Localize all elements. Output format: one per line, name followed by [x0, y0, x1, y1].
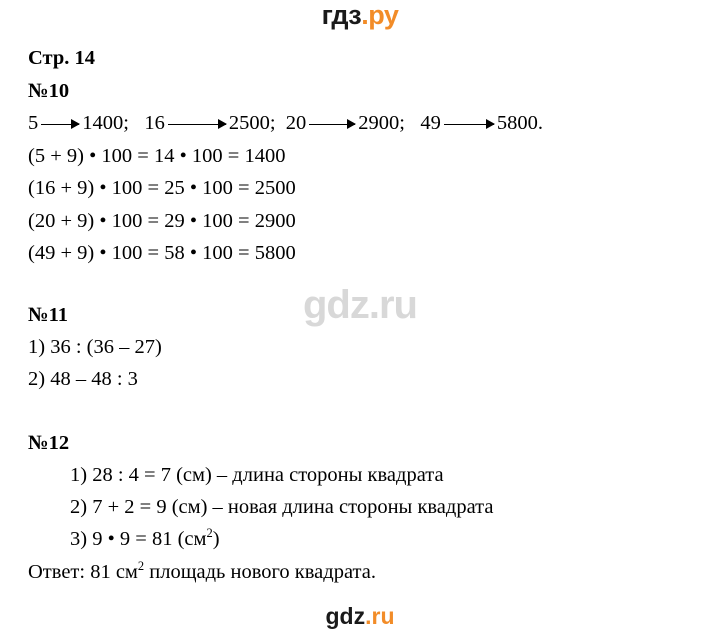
- arrow-pair-2-to: 2500;: [228, 112, 276, 135]
- right-arrow-icon: [444, 118, 494, 130]
- site-logo-top-accent: .ру: [361, 0, 399, 30]
- task-11-line-1: 1) 36 : (36 – 27): [28, 335, 162, 358]
- arrow-pair-3-from: 20: [285, 112, 307, 135]
- spacer-task-11-12: [28, 397, 698, 429]
- spacer-2: [276, 109, 286, 138]
- task-12-answer-post: площадь нового квадрата.: [144, 560, 376, 583]
- task-12-line-3-pre: 3) 9 • 9 = 81 (см: [70, 528, 207, 551]
- site-logo-top-main: гдз: [321, 0, 362, 30]
- spacer-3: [405, 109, 420, 138]
- right-arrow-icon: [41, 118, 79, 130]
- arrow-pair-4-to: 5800.: [496, 112, 543, 135]
- task-10-arrow-line: [28, 109, 698, 138]
- task-10-line-3: (20 + 9) • 100 = 29 • 100 = 2900: [28, 209, 296, 232]
- task-12-line-1: 1) 28 : 4 = 7 (см) – длина стороны квадрата: [70, 464, 444, 487]
- arrow-pair-1-to: 1400;: [82, 112, 129, 135]
- site-logo-bottom: [0, 603, 720, 630]
- task-number-10: №10: [28, 80, 70, 103]
- task-12-answer: [28, 558, 698, 587]
- site-logo-top: [0, 0, 720, 31]
- right-arrow-icon: [309, 118, 355, 130]
- page-label: Стр. 14: [28, 47, 96, 69]
- spacer-1: [129, 109, 144, 138]
- task-12-answer-pre: Ответ: 81 см: [28, 560, 138, 583]
- solution-content: [28, 44, 698, 590]
- right-arrow-icon: [168, 118, 226, 130]
- task-10-line-2: (16 + 9) • 100 = 25 • 100 = 2500: [28, 177, 296, 200]
- arrow-pair-4-from: 49: [420, 112, 441, 135]
- task-12-line-3: [28, 525, 698, 554]
- task-10-line-4: (49 + 9) • 100 = 58 • 100 = 5800: [28, 241, 296, 264]
- arrow-pair-2-from: 16: [144, 112, 165, 135]
- arrow-pair-3-to: 2900;: [358, 112, 405, 135]
- spacer-task-10-11: [28, 271, 698, 301]
- task-12-line-3-post: ): [212, 528, 220, 551]
- task-12-answer-exponent: 2: [137, 558, 145, 573]
- task-number-12: №12: [28, 432, 70, 455]
- task-number-11: №11: [28, 303, 68, 326]
- arrow-pair-1-from: 5: [28, 112, 39, 135]
- task-11-line-2: 2) 48 – 48 : 3: [28, 367, 138, 390]
- watermark: gdz.ru: [303, 283, 417, 327]
- task-12-line-2: 2) 7 + 2 = 9 (см) – новая длина стороны квадрата: [70, 496, 494, 519]
- site-logo-bottom-main: gdz: [325, 603, 366, 629]
- site-logo-bottom-accent: .ru: [365, 603, 395, 629]
- task-12-line-3-exponent: 2: [206, 526, 213, 541]
- task-10-line-1: (5 + 9) • 100 = 14 • 100 = 1400: [28, 145, 286, 168]
